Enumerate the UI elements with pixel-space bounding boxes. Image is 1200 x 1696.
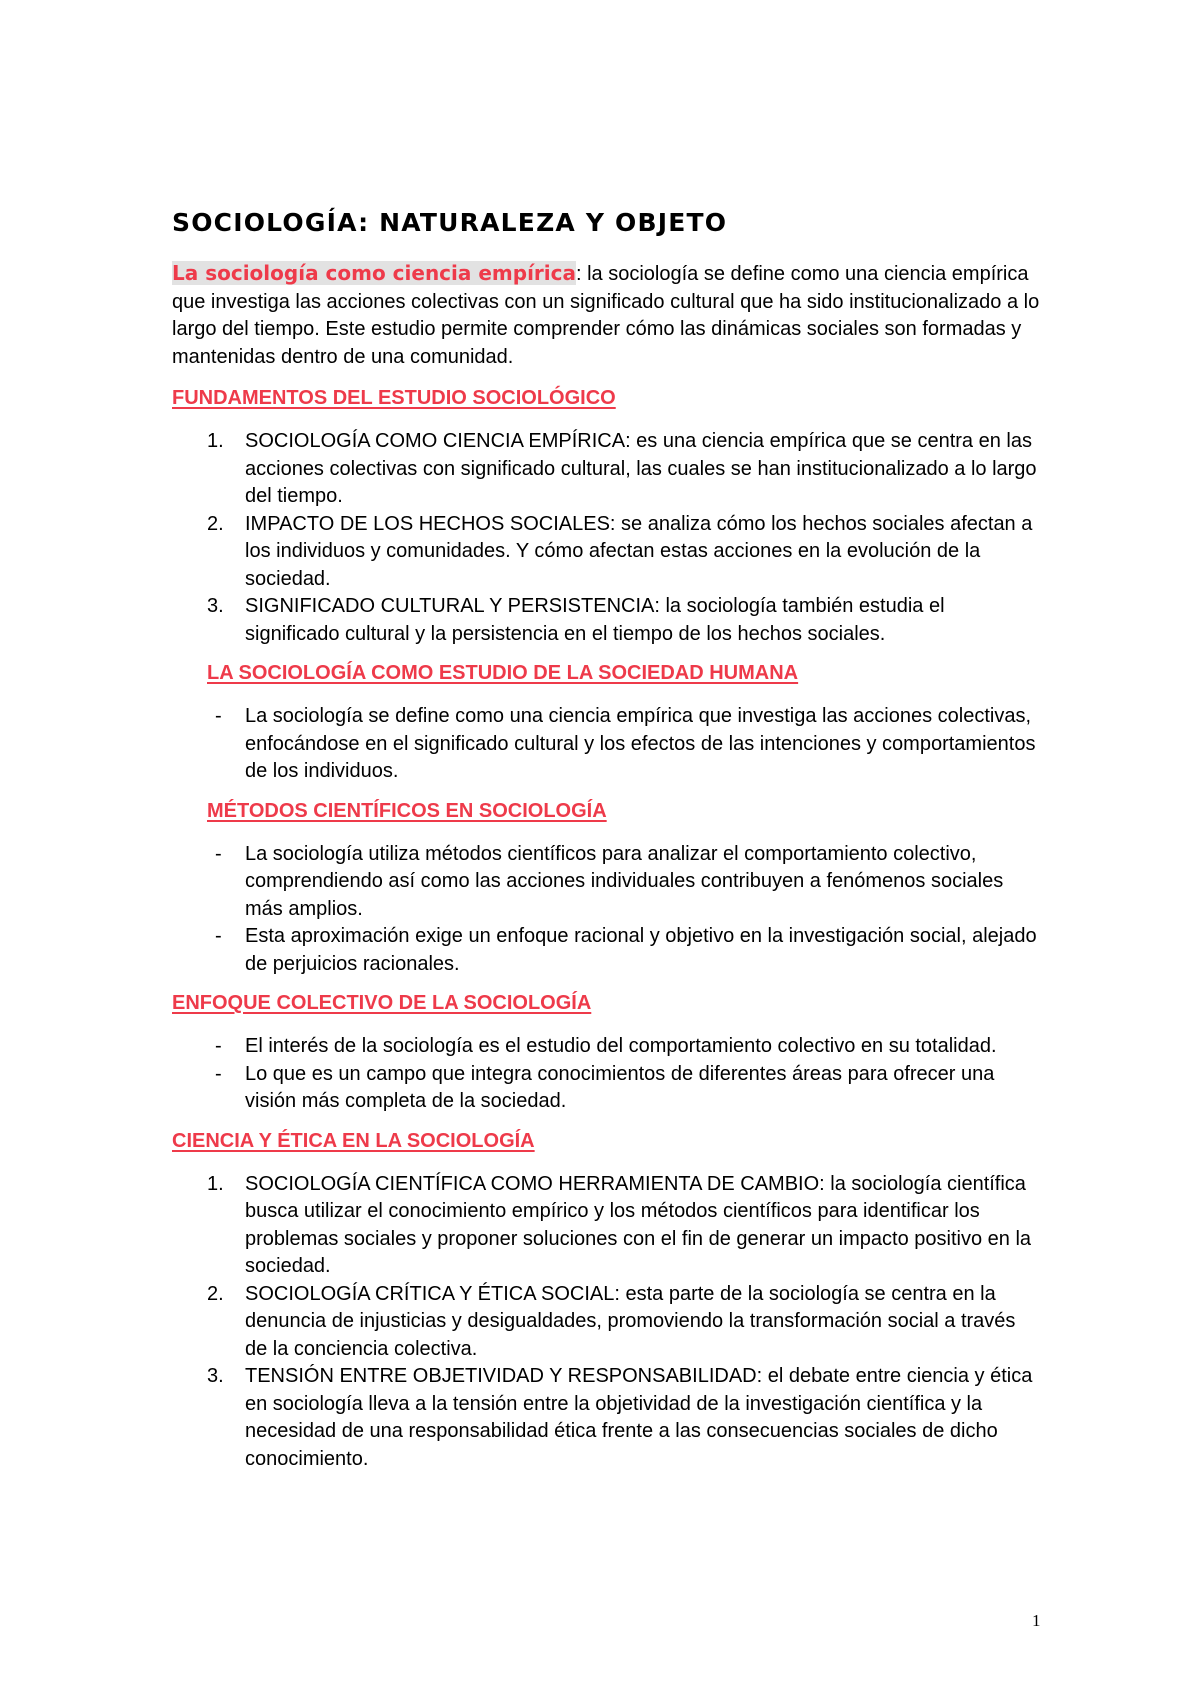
list-marker: 1. [207, 430, 224, 452]
list-item-text: SOCIOLOGÍA COMO CIENCIA EMPÍRICA: es una ciencia empírica que se centra en las acciones colectivas con significado cultural, las cuales se han institucionalizado a lo largo del tiempo. [245, 430, 1037, 507]
section-heading-sociedad-humana: LA SOCIOLOGÍA COMO ESTUDIO DE LA SOCIEDAD HUMANA [207, 662, 799, 684]
list-item-text: La sociología se define como una ciencia empírica que investiga las acciones colectivas, enfocándose en el significado cultural y los efectos de las intenciones y comportamientos de los individuos. [245, 705, 1036, 782]
list-item [172, 428, 1040, 511]
page-title: SOCIOLOGÍA: NATURALEZA Y OBJETO [172, 208, 728, 237]
list-marker: - [215, 842, 222, 865]
section-list-enfoque-colectivo [172, 1033, 1040, 1116]
section-heading-fundamentos: FUNDAMENTOS DEL ESTUDIO SOCIOLÓGICO [172, 387, 616, 409]
list-item-text: La sociología utiliza métodos científicos para analizar el comportamiento colectivo, comprendiendo así como las acciones individuales contribuyen a fenómenos sociales más amplios. [245, 842, 1004, 920]
list-marker: - [215, 1062, 222, 1085]
section-list-metodos [172, 841, 1040, 979]
list-marker: 1. [207, 1172, 224, 1195]
list-marker: - [215, 1035, 222, 1057]
list-item-text: SIGNIFICADO CULTURAL Y PERSISTENCIA: la sociología también estudia el significado cultural y la persistencia en el tiempo de los hechos sociales. [245, 595, 945, 645]
list-item [172, 511, 1040, 594]
list-item [172, 923, 1040, 978]
list-marker: - [215, 925, 222, 947]
list-item [172, 1033, 1040, 1061]
list-item-text: Lo que es un campo que integra conocimientos de diferentes áreas para ofrecer una visión más completa de la sociedad. [245, 1062, 995, 1112]
section-heading-enfoque-colectivo: ENFOQUE COLECTIVO DE LA SOCIOLOGÍA [172, 992, 592, 1014]
list-item [172, 841, 1040, 924]
list-item-text: TENSIÓN ENTRE OBJETIVIDAD Y RESPONSABILIDAD: el debate entre ciencia y ética en sociología lleva a la tensión entre la objetividad de la investigación científica y la necesidad de una responsabilidad ética frente a las consecuencias sociales de dicho conocimiento. [245, 1365, 1033, 1470]
list-marker: 3. [207, 1365, 224, 1387]
section-heading-ciencia-etica: CIENCIA Y ÉTICA EN LA SOCIOLOGÍA [172, 1129, 535, 1152]
list-item-text: IMPACTO DE LOS HECHOS SOCIALES: se analiza cómo los hechos sociales afectan a los individuos y comunidades. Y cómo afectan estas acciones en la evolución de la sociedad. [245, 512, 1033, 590]
intro-text: : la sociología se define como una ciencia empírica que investiga las acciones colectivas con un significado cultural que ha sido institucionalizado a lo largo del tiempo. Este estudio permite comprender cómo las dinámicas sociales son formadas y mantenidas dentro de una comunidad. [172, 263, 1040, 368]
list-item [172, 1171, 1040, 1281]
intro-paragraph [172, 260, 1040, 371]
section-list-fundamentos [172, 428, 1040, 648]
section-heading-metodos: MÉTODOS CIENTÍFICOS EN SOCIOLOGÍA [207, 799, 607, 822]
intro-term: La sociología como ciencia empírica [172, 261, 576, 285]
list-item-text: Esta aproximación exige un enfoque racional y objetivo en la investigación social, alejado de perjuicios racionales. [245, 925, 1037, 975]
list-marker: 2. [207, 1282, 224, 1305]
list-item-text: SOCIOLOGÍA CIENTÍFICA COMO HERRAMIENTA DE CAMBIO: la sociología científica busca utilizar el conocimiento empírico y los métodos científicos para identificar los problemas sociales y proponer soluciones con el fin de generar un impacto positivo en la sociedad. [245, 1172, 1032, 1277]
list-item-text: El interés de la sociología es el estudio del comportamiento colectivo en su totalidad. [245, 1035, 997, 1057]
list-item [172, 703, 1040, 786]
page-number: 1 [1032, 1611, 1041, 1630]
list-marker: 2. [207, 512, 224, 535]
list-item [172, 593, 1040, 648]
list-item [172, 1281, 1040, 1364]
list-item-text: SOCIOLOGÍA CRÍTICA Y ÉTICA SOCIAL: esta parte de la sociología se centra en la denuncia de injusticias y desigualdades, promoviendo la transformación social a través de la conciencia colectiva. [245, 1282, 1016, 1360]
section-list-sociedad-humana [172, 703, 1040, 786]
section-list-ciencia-etica [172, 1171, 1040, 1474]
document-page [172, 206, 1040, 1485]
list-marker: - [215, 705, 222, 727]
list-item [172, 1061, 1040, 1116]
list-marker: 3. [207, 595, 224, 617]
list-item [172, 1363, 1040, 1473]
